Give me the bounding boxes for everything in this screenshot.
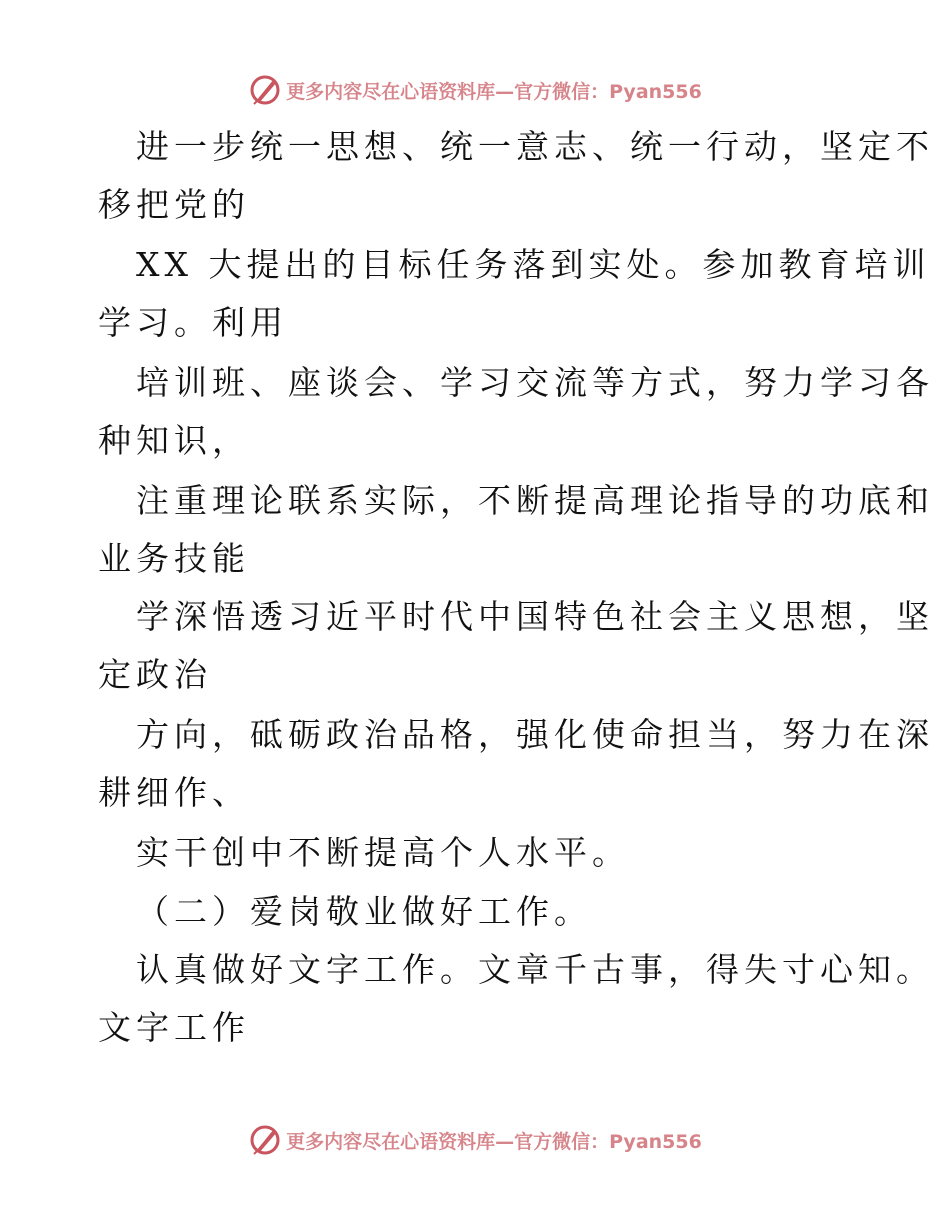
paragraph-9-line-2: 文字工作 xyxy=(98,1008,250,1047)
quill-pen-logo-icon xyxy=(248,73,282,107)
paragraph-1-line-1: 进一步统一思想、统一意志、统一行动，坚定不 xyxy=(136,127,934,166)
watermark-text: 更多内容尽在心语资料库—官方微信：Pyan556 xyxy=(286,80,702,103)
footer-watermark xyxy=(0,1120,950,1160)
watermark-text: 更多内容尽在心语资料库—官方微信：Pyan556 xyxy=(286,1130,702,1153)
paragraph-3-line-1: 培训班、座谈会、学习交流等方式，努力学习各 xyxy=(136,363,934,402)
header-watermark xyxy=(0,70,950,110)
paragraph-1-line-2: 移把党的 xyxy=(98,185,250,224)
paragraph-4-line-2: 业务技能 xyxy=(98,539,250,578)
quill-pen-logo-icon xyxy=(248,1123,282,1157)
paragraph-2-line-1: XX 大提出的目标任务落到实处。参加教育培训 xyxy=(136,245,931,284)
paragraph-2-line-2: 学习。利用 xyxy=(98,303,288,342)
paragraph-9-line-1: 认真做好文字工作。文章千古事，得失寸心知。 xyxy=(136,950,934,989)
paragraph-7-line-1: 实干创中不断提高个人水平。 xyxy=(136,833,630,872)
paragraph-6-line-2: 耕细作、 xyxy=(98,773,250,812)
paragraph-6-line-1: 方向，砥砺政治品格，强化使命担当，努力在深 xyxy=(136,715,934,754)
paragraph-5-line-2: 定政治 xyxy=(98,655,212,694)
paragraph-3-line-2: 种知识， xyxy=(98,421,250,460)
section-heading: （二）爱岗敬业做好工作。 xyxy=(136,892,592,931)
paragraph-5-line-1: 学深悟透习近平时代中国特色社会主义思想，坚 xyxy=(136,597,934,636)
paragraph-4-line-1: 注重理论联系实际，不断提高理论指导的功底和 xyxy=(136,481,934,520)
